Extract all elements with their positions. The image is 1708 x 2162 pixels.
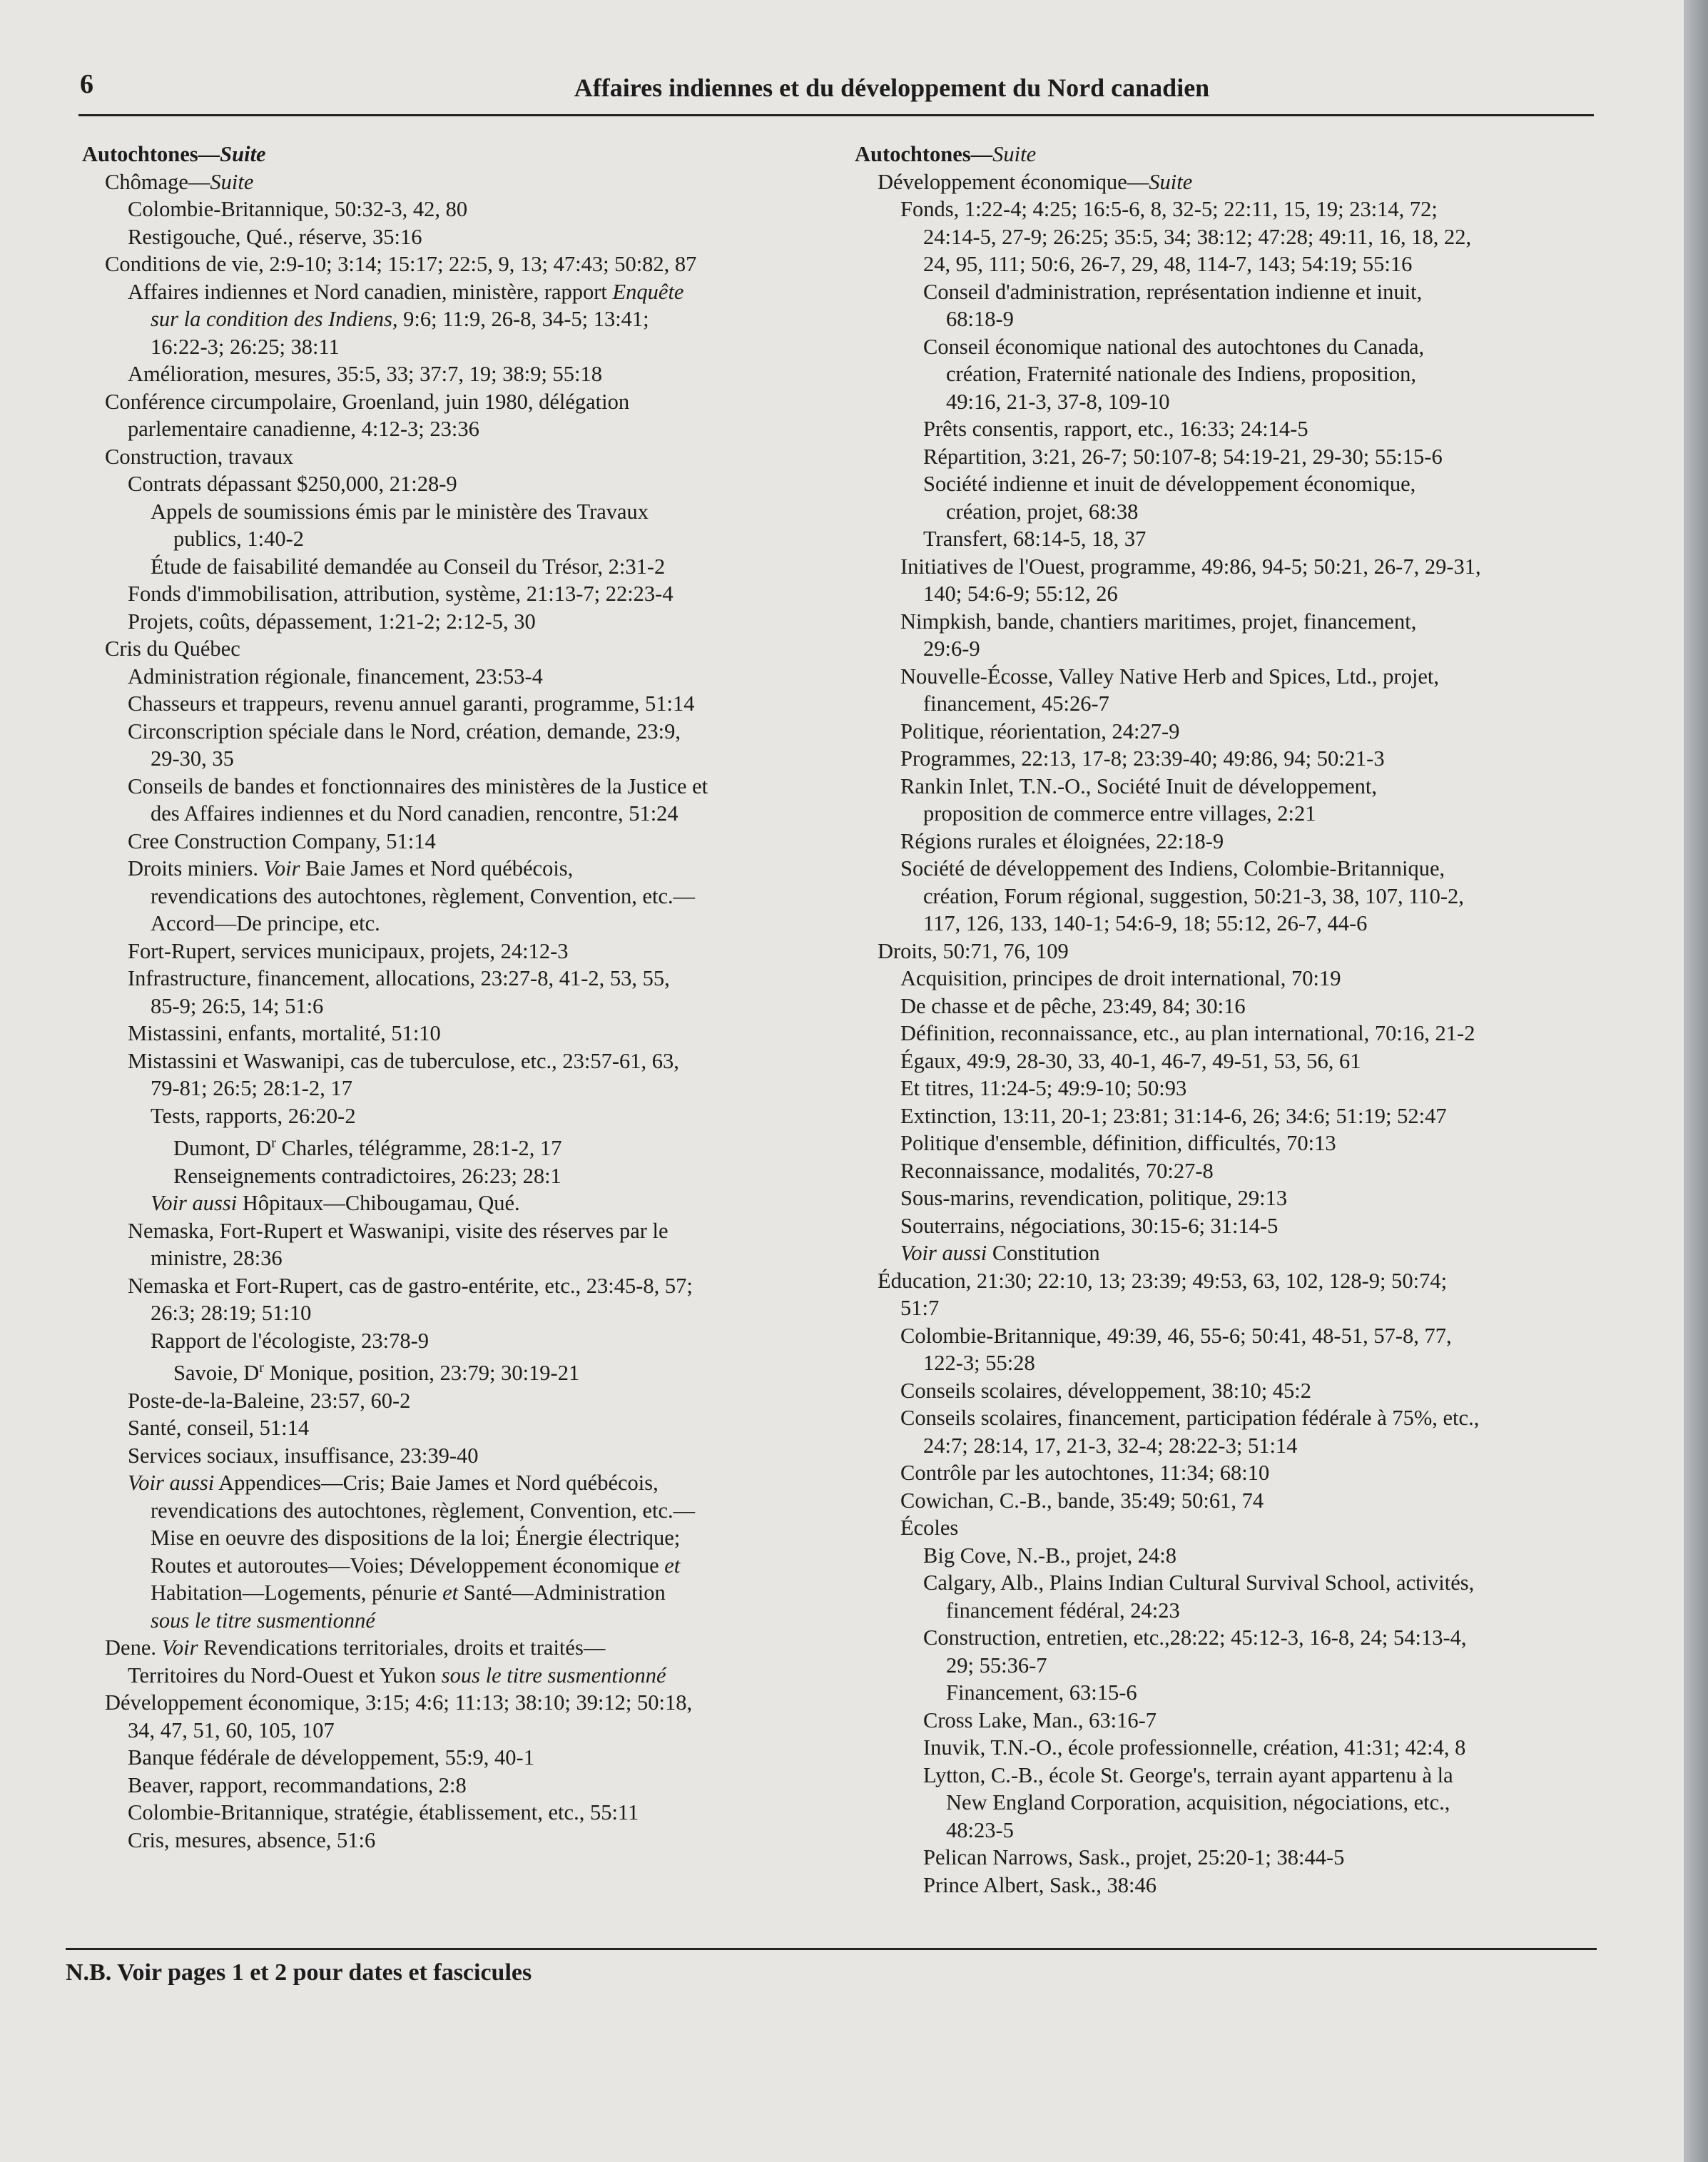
right-index-column (855, 141, 1604, 1899)
index-entry-text: Voir aussi (128, 1471, 215, 1496)
index-entry (855, 278, 1604, 306)
index-entry (82, 745, 824, 773)
index-entry-text: Habitation—Logements, pénurie (151, 1580, 443, 1605)
index-entry-text: Constitution (987, 1241, 1100, 1265)
index-entry (855, 1817, 1604, 1844)
index-entry (82, 1189, 824, 1217)
index-entry-text: Nemaska, Fort-Rupert et Waswanipi, visite des réserves par le (128, 1218, 669, 1243)
index-entry-text: Monique, position, 23:79; 30:19-21 (263, 1361, 580, 1386)
index-entry-text: Suite (1149, 169, 1193, 194)
index-entry (855, 608, 1604, 636)
index-entry-text: 24, 95, 111; 50:6, 26-7, 29, 48, 114-7, 143; 54:19; 55:16 (923, 252, 1413, 276)
index-entry-text: création, projet, 68:38 (946, 499, 1139, 524)
index-entry-text: Étude de faisabilité demandée au Conseil du Trésor, 2:31-2 (151, 554, 666, 579)
index-entry-text: et (664, 1553, 681, 1578)
index-entry (82, 773, 824, 801)
index-entry-text: Souterrains, négociations, 30:15-6; 31:14-5 (900, 1213, 1279, 1238)
index-entry (855, 498, 1604, 526)
index-entry (82, 1524, 824, 1552)
index-entry-text: Conférence circumpolaire, Groenland, juin 1980, délégation (105, 389, 630, 414)
index-entry (855, 196, 1604, 223)
index-entry-text: Mistassini, enfants, mortalité, 51:10 (128, 1021, 441, 1045)
index-entry (82, 580, 824, 608)
index-entry-text: Politique, réorientation, 24:27-9 (900, 719, 1180, 743)
index-entry (855, 250, 1604, 278)
index-entry-text: et (442, 1580, 459, 1605)
index-entry (82, 1327, 824, 1355)
index-entry (82, 1662, 824, 1690)
index-entry (855, 663, 1604, 691)
index-entry-text: 122-3; 55:28 (923, 1351, 1035, 1375)
index-entry (855, 1624, 1604, 1652)
index-entry-text: Prince Albert, Sask., 38:46 (923, 1872, 1157, 1897)
index-entry-text: financement, 45:26-7 (923, 691, 1109, 716)
index-entry-text: Hôpitaux—Chibougamau, Qué. (237, 1191, 520, 1216)
index-entry (855, 1844, 1604, 1872)
index-entry (855, 800, 1604, 828)
index-entry (82, 168, 824, 196)
index-entry (855, 223, 1604, 251)
index-entry (82, 470, 824, 498)
index-entry-text: 49:16, 21-3, 37-8, 109-10 (946, 389, 1170, 414)
index-entry-text: Administration régionale, financement, 23:53-4 (128, 664, 543, 689)
index-entry (855, 773, 1604, 801)
index-entry-text: Contrats dépassant $250,000, 21:28-9 (128, 472, 457, 496)
index-entry (82, 196, 824, 223)
footer-note: N.B. Voir pages 1 et 2 pour dates et fascicules (66, 1959, 532, 1986)
index-entry-text: Contrôle par les autochtones, 11:34; 68:10 (900, 1461, 1270, 1485)
index-entry-text: Extinction, 13:11, 20-1; 23:81; 31:14-6, 26; 34:6; 51:19; 52:47 (900, 1103, 1447, 1128)
index-entry-text: revendications des autochtones, règlement, Convention, etc.— (151, 1498, 696, 1523)
index-entry (82, 1387, 824, 1415)
index-entry (82, 1772, 824, 1800)
index-entry-text: Conditions de vie, 2:9-10; 3:14; 15:17; 22:5, 9, 13; 47:43; 50:82, 87 (105, 252, 697, 276)
index-entry-text: Revendications territoriales, droits et traités— (198, 1635, 606, 1660)
index-entry (82, 278, 824, 306)
index-entry-text: Circonscription spéciale dans le Nord, création, demande, 23:9, (128, 719, 681, 743)
index-entry-text: 24:7; 28:14, 17, 21-3, 32-4; 28:22-3; 51:14 (923, 1433, 1298, 1458)
index-entry (82, 1442, 824, 1470)
index-entry (855, 745, 1604, 773)
index-entry (855, 580, 1604, 608)
index-entry-text: Colombie-Britannique, 50:32-3, 42, 80 (128, 197, 468, 221)
index-entry-text: Restigouche, Qué., réserve, 35:16 (128, 224, 422, 249)
index-entry-text: Mistassini et Waswanipi, cas de tuberculose, etc., 23:57-61, 63, (128, 1048, 679, 1073)
index-entry-text: Cross Lake, Man., 63:16-7 (923, 1707, 1157, 1732)
index-entry-text: Rapport de l'écologiste, 23:78-9 (151, 1328, 429, 1353)
index-entry-text: Rankin Inlet, T.N.-O., Société Inuit de développement, (900, 773, 1378, 798)
index-entry-text: 29; 55:36-7 (946, 1653, 1047, 1678)
index-entry (855, 883, 1604, 910)
index-entry (82, 608, 824, 636)
index-entry-text: 79-81; 26:5; 28:1-2, 17 (151, 1076, 352, 1100)
index-entry-text: Santé, conseil, 51:14 (128, 1416, 310, 1441)
index-entry-text: Construction, travaux (105, 444, 294, 469)
index-entry-text: Affaires indiennes et Nord canadien, ministère, rapport (128, 279, 613, 304)
index-entry-text: Santé—Administration (458, 1580, 666, 1605)
index-entry-text: Baie James et Nord québécois, (300, 856, 574, 880)
index-entry-text: Inuvik, T.N.-O., école professionnelle, création, 41:31; 42:4, 8 (923, 1735, 1466, 1760)
index-entry-text: Dumont, D (173, 1136, 272, 1161)
index-entry (82, 690, 824, 718)
index-entry (82, 1130, 824, 1162)
index-entry (82, 223, 824, 251)
index-entry-text: Mise en oeuvre des dispositions de la loi; Énergie électrique; (151, 1526, 681, 1551)
index-entry-text: Voir (263, 856, 300, 880)
index-entry (855, 1102, 1604, 1130)
index-entry-text: r (271, 1135, 276, 1151)
index-entry-text: Savoie, D (173, 1361, 260, 1386)
index-entry-text: Cris, mesures, absence, 51:6 (128, 1827, 376, 1852)
index-entry (82, 1414, 824, 1442)
index-entry-text: 9:6; 11:9, 26-8, 34-5; 13:41; (397, 307, 649, 331)
index-entry (855, 1789, 1604, 1817)
index-entry (855, 1872, 1604, 1899)
index-entry (855, 828, 1604, 856)
index-entry (855, 1679, 1604, 1707)
index-entry (855, 1377, 1604, 1405)
index-entry-text: Dene. (105, 1635, 162, 1660)
index-entry (82, 498, 824, 526)
index-entry-text: 85-9; 26:5, 14; 51:6 (151, 993, 324, 1018)
index-entry-text: 48:23-5 (946, 1817, 1014, 1842)
index-entry (82, 965, 824, 993)
index-entry-text: Charles, télégramme, 28:1-2, 17 (275, 1136, 562, 1161)
index-entry (82, 1047, 824, 1075)
index-entry-text: Financement, 63:15-6 (946, 1680, 1137, 1705)
index-entry-text: Droits miniers. (128, 856, 264, 880)
index-entry-text: Big Cove, N.-B., projet, 24:8 (923, 1543, 1176, 1568)
index-entry (82, 1579, 824, 1607)
index-entry (855, 305, 1604, 333)
index-entry (82, 525, 824, 553)
index-entry-text: Acquisition, principes de droit international, 70:19 (900, 966, 1341, 990)
index-entry-text: création, Fraternité nationale des Indiens, proposition, (946, 362, 1416, 386)
index-entry-text: De chasse et de pêche, 23:49, 84; 30:16 (900, 993, 1246, 1018)
index-entry-text: Cree Construction Company, 51:14 (128, 828, 436, 853)
index-entry-text: publics, 1:40-2 (173, 527, 304, 551)
index-entry-text: Voir (161, 1635, 198, 1660)
index-entry-text: Régions rurales et éloignées, 22:18-9 (900, 828, 1224, 853)
index-entry (82, 1827, 824, 1854)
index-entry (82, 1607, 824, 1635)
index-entry-text: Cris du Québec (105, 636, 240, 661)
index-entry (855, 1349, 1604, 1377)
index-entry-text: Égaux, 49:9, 28-30, 33, 40-1, 46-7, 49-51, 53, 56, 61 (900, 1048, 1361, 1073)
index-entry-text: Fonds d'immobilisation, attribution, système, 21:13-7; 22:23-4 (128, 582, 673, 606)
index-entry-text: Fonds, 1:22-4; 4:25; 16:5-6, 8, 32-5; 22:11, 15, 19; 23:14, 72; (900, 197, 1438, 221)
index-entry (82, 883, 824, 910)
index-entry (855, 1020, 1604, 1047)
index-entry-text: r (259, 1360, 264, 1376)
index-entry (855, 525, 1604, 553)
index-entry-text: Chômage— (105, 169, 210, 194)
index-entry (82, 1689, 824, 1717)
index-entry (855, 1487, 1604, 1515)
index-entry (855, 168, 1604, 196)
index-entry-text: Cowichan, C.-B., bande, 35:49; 50:61, 74 (900, 1488, 1264, 1513)
index-entry-text: Pelican Narrows, Sask., projet, 25:20-1; 38:44-5 (923, 1845, 1345, 1869)
index-entry (82, 1634, 824, 1662)
index-entry-text: Autochtones— (82, 142, 220, 166)
index-entry-text: Colombie-Britannique, 49:39, 46, 55-6; 50:41, 48-51, 57-8, 77, (900, 1323, 1452, 1348)
index-entry (855, 415, 1604, 443)
index-entry (82, 828, 824, 856)
index-entry (82, 1469, 824, 1497)
index-entry (855, 635, 1604, 663)
index-entry (82, 415, 824, 443)
index-entry-text: Lytton, C.-B., école St. George's, terrain ayant appartenu à la (923, 1762, 1453, 1787)
index-entry-text: Conseil économique national des autochtones du Canada, (923, 334, 1425, 359)
index-entry (855, 360, 1604, 388)
index-entry-text: financement fédéral, 24:23 (946, 1598, 1180, 1623)
index-entry (82, 553, 824, 581)
index-entry-text: Définition, reconnaissance, etc., au plan international, 70:16, 21-2 (900, 1021, 1475, 1045)
index-entry-text: Voir aussi (151, 1191, 238, 1216)
index-entry (855, 1432, 1604, 1460)
index-entry-text: 140; 54:6-9; 55:12, 26 (923, 582, 1118, 606)
index-entry-text: Beaver, rapport, recommandations, 2:8 (128, 1772, 467, 1797)
page-number: 6 (80, 69, 93, 99)
index-entry (855, 1707, 1604, 1735)
index-entry-text: Poste-de-la-Baleine, 23:57, 60-2 (128, 1388, 411, 1413)
index-entry-text: Colombie-Britannique, stratégie, établissement, etc., 55:11 (128, 1800, 639, 1825)
index-entry-text: 51:7 (900, 1296, 940, 1320)
index-entry-text: Tests, rapports, 26:20-2 (151, 1103, 356, 1128)
index-entry-text: des Affaires indiennes et du Nord canadien, rencontre, 51:24 (151, 801, 678, 826)
index-entry-text: Banque fédérale de développement, 55:9, 40-1 (128, 1745, 534, 1770)
index-entry-text: Infrastructure, financement, allocations, 23:27-8, 41-2, 53, 55, (128, 966, 670, 990)
left-index-column (82, 141, 824, 1854)
scanner-edge (1684, 0, 1708, 2162)
index-entry (855, 1404, 1604, 1432)
index-entry (855, 1075, 1604, 1102)
index-entry-text: Suite (992, 142, 1037, 166)
index-entry-text: Calgary, Alb., Plains Indian Cultural Survival School, activités, (923, 1570, 1475, 1595)
index-entry (82, 910, 824, 938)
index-entry-text: New England Corporation, acquisition, négociations, etc., (946, 1790, 1450, 1815)
index-entry (82, 1075, 824, 1102)
footer-rule (66, 1948, 1597, 1950)
index-entry-text: sur la condition des Indiens, (151, 307, 398, 331)
index-entry (82, 360, 824, 388)
index-entry-text: Conseils scolaires, financement, participation fédérale à 75%, etc., (900, 1406, 1480, 1430)
index-entry (82, 1299, 824, 1327)
index-entry-text: Autochtones— (855, 142, 993, 166)
index-entry (855, 938, 1604, 965)
index-entry-text: Appels de soumissions émis par le ministère des Travaux (151, 499, 649, 524)
index-entry-text: Politique d'ensemble, définition, difficultés, 70:13 (900, 1131, 1336, 1155)
index-entry-text: 68:18-9 (946, 307, 1014, 331)
index-entry-text: Et titres, 11:24-5; 49:9-10; 50:93 (900, 1076, 1187, 1100)
index-entry (855, 1542, 1604, 1570)
index-entry-text: 26:3; 28:19; 51:10 (151, 1301, 312, 1326)
index-entry-text: proposition de commerce entre villages, 2:21 (923, 801, 1316, 826)
index-entry-text: 29-30, 35 (151, 746, 234, 771)
index-entry (855, 333, 1604, 361)
index-entry-text: parlementaire canadienne, 4:12-3; 23:36 (128, 417, 479, 441)
index-entry (855, 910, 1604, 938)
index-entry-text: Conseils de bandes et fonctionnaires des ministères de la Justice et (128, 773, 708, 798)
index-entry (855, 470, 1604, 498)
index-entry-text: Construction, entretien, etc.,28:22; 45:12-3, 16-8, 24; 54:13-4, (923, 1625, 1467, 1650)
index-entry (82, 800, 824, 828)
index-entry-text: sous le titre susmentionné (151, 1608, 375, 1633)
index-entry (855, 1130, 1604, 1157)
index-entry-text: 34, 47, 51, 60, 105, 107 (128, 1717, 335, 1742)
index-entry (82, 305, 824, 333)
index-entry (82, 718, 824, 746)
index-entry-text: Droits, 50:71, 76, 109 (878, 938, 1069, 963)
index-entry (855, 855, 1604, 883)
index-entry (855, 1734, 1604, 1762)
index-entry-text: Appendices—Cris; Baie James et Nord québécois, (214, 1471, 659, 1496)
index-entry (855, 1652, 1604, 1680)
index-entry-text: Routes et autoroutes—Voies; Développement économique (151, 1553, 665, 1578)
index-entry (82, 1217, 824, 1245)
index-entry-text: Initiatives de l'Ouest, programme, 49:86, 94-5; 50:21, 26-7, 29-31, (900, 554, 1481, 579)
index-entry (855, 1514, 1604, 1542)
index-entry (855, 1157, 1604, 1185)
index-entry-text: Éducation, 21:30; 22:10, 13; 23:39; 49:53, 63, 102, 128-9; 50:74; (878, 1268, 1448, 1293)
index-entry (855, 1239, 1604, 1267)
index-entry (855, 141, 1604, 168)
index-entry (855, 1597, 1604, 1625)
index-entry (855, 718, 1604, 746)
index-entry (82, 855, 824, 883)
index-entry (855, 1569, 1604, 1597)
index-entry (855, 993, 1604, 1020)
index-entry (82, 1354, 824, 1387)
index-entry-text: Développement économique— (878, 169, 1149, 194)
index-entry-text: Voir aussi (900, 1241, 987, 1265)
index-entry (82, 250, 824, 278)
index-entry (82, 1717, 824, 1745)
index-entry-text: Transfert, 68:14-5, 18, 37 (923, 527, 1147, 551)
index-entry (82, 333, 824, 361)
index-entry (855, 1184, 1604, 1212)
index-entry-text: Enquête (612, 279, 684, 304)
index-entry-text: Accord—De principe, etc. (151, 911, 380, 935)
index-entry (855, 1762, 1604, 1790)
index-entry-text: création, Forum régional, suggestion, 50:21-3, 38, 107, 110-2, (923, 883, 1464, 908)
index-entry-text: Suite (210, 169, 254, 194)
index-entry-text: Suite (220, 142, 266, 166)
index-entry-text: Amélioration, mesures, 35:5, 33; 37:7, 19; 38:9; 55:18 (128, 362, 603, 386)
index-entry (855, 553, 1604, 581)
index-entry (82, 663, 824, 691)
index-entry-text: revendications des autochtones, règlement, Convention, etc.— (151, 883, 696, 908)
index-entry-text: Territoires du Nord-Ouest et Yukon (128, 1663, 442, 1688)
index-entry-text: 29:6-9 (923, 636, 980, 661)
index-entry (855, 690, 1604, 718)
index-entry-text: 117, 126, 133, 140-1; 54:6-9, 18; 55:12, 26-7, 44-6 (923, 911, 1368, 935)
index-entry-text: Répartition, 3:21, 26-7; 50:107-8; 54:19-21, 29-30; 55:15-6 (923, 444, 1443, 469)
index-entry (82, 1244, 824, 1272)
index-entry (855, 1294, 1604, 1322)
index-entry (855, 965, 1604, 993)
index-entry-text: Chasseurs et trappeurs, revenu annuel garanti, programme, 51:14 (128, 691, 695, 716)
index-entry (855, 1212, 1604, 1240)
index-entry-text: Projets, coûts, dépassement, 1:21-2; 2:12-5, 30 (128, 609, 536, 634)
index-entry-text: Programmes, 22:13, 17-8; 23:39-40; 49:86, 94; 50:21-3 (900, 746, 1385, 771)
running-title: Affaires indiennes et du développement du Nord canadien (574, 73, 1210, 102)
index-entry-text: Reconnaissance, modalités, 70:27-8 (900, 1158, 1214, 1183)
index-entry-text: 16:22-3; 26:25; 38:11 (151, 334, 340, 359)
index-entry (82, 1102, 824, 1130)
index-entry (855, 1267, 1604, 1295)
index-entry (855, 1322, 1604, 1350)
index-entry-text: Société indienne et inuit de développement économique, (923, 472, 1416, 496)
index-entry (82, 938, 824, 965)
index-entry-text: Nemaska et Fort-Rupert, cas de gastro-entérite, etc., 23:45-8, 57; (128, 1273, 693, 1298)
index-entry (82, 443, 824, 471)
index-entry-text: ministre, 28:36 (151, 1246, 283, 1271)
index-entry-text: Fort-Rupert, services municipaux, projets, 24:12-3 (128, 938, 569, 963)
index-entry (855, 1459, 1604, 1487)
index-entry (82, 1552, 824, 1580)
index-entry-text: Nouvelle-Écosse, Valley Native Herb and Spices, Ltd., projet, (900, 664, 1439, 689)
index-entry (855, 388, 1604, 416)
index-entry-text: Sous-marins, revendication, politique, 29:13 (900, 1186, 1288, 1210)
index-entry-text: Écoles (900, 1516, 959, 1540)
index-entry-text: Société de développement des Indiens, Colombie-Britannique, (900, 856, 1445, 880)
index-entry-text: sous le titre susmentionné (441, 1663, 666, 1688)
index-entry (82, 388, 824, 416)
index-entry-text: 24:14-5, 27-9; 26:25; 35:5, 34; 38:12; 47:28; 49:11, 16, 18, 22, (923, 224, 1472, 249)
index-entry (855, 1047, 1604, 1075)
index-entry-text: Renseignements contradictoires, 26:23; 28:1 (173, 1163, 561, 1188)
index-entry (82, 141, 824, 168)
index-entry-text: Prêts consentis, rapport, etc., 16:33; 24:14-5 (923, 417, 1308, 441)
index-entry (82, 1020, 824, 1047)
page-header (78, 64, 1594, 116)
index-entry (82, 1799, 824, 1827)
index-entry-text: Services sociaux, insuffisance, 23:39-40 (128, 1443, 479, 1468)
index-entry (82, 635, 824, 663)
index-entry-text: Nimpkish, bande, chantiers maritimes, projet, financement, (900, 609, 1417, 634)
index-entry (82, 1272, 824, 1300)
index-entry (82, 1744, 824, 1772)
index-entry (82, 1497, 824, 1525)
index-entry-text: Développement économique, 3:15; 4:6; 11:13; 38:10; 39:12; 50:18, (105, 1690, 693, 1715)
index-entry-text: Conseils scolaires, développement, 38:10; 45:2 (900, 1378, 1312, 1403)
index-entry (82, 1162, 824, 1190)
index-entry-text: Conseil d'administration, représentation indienne et inuit, (923, 279, 1423, 304)
index-entry (82, 993, 824, 1020)
index-entry (855, 443, 1604, 471)
